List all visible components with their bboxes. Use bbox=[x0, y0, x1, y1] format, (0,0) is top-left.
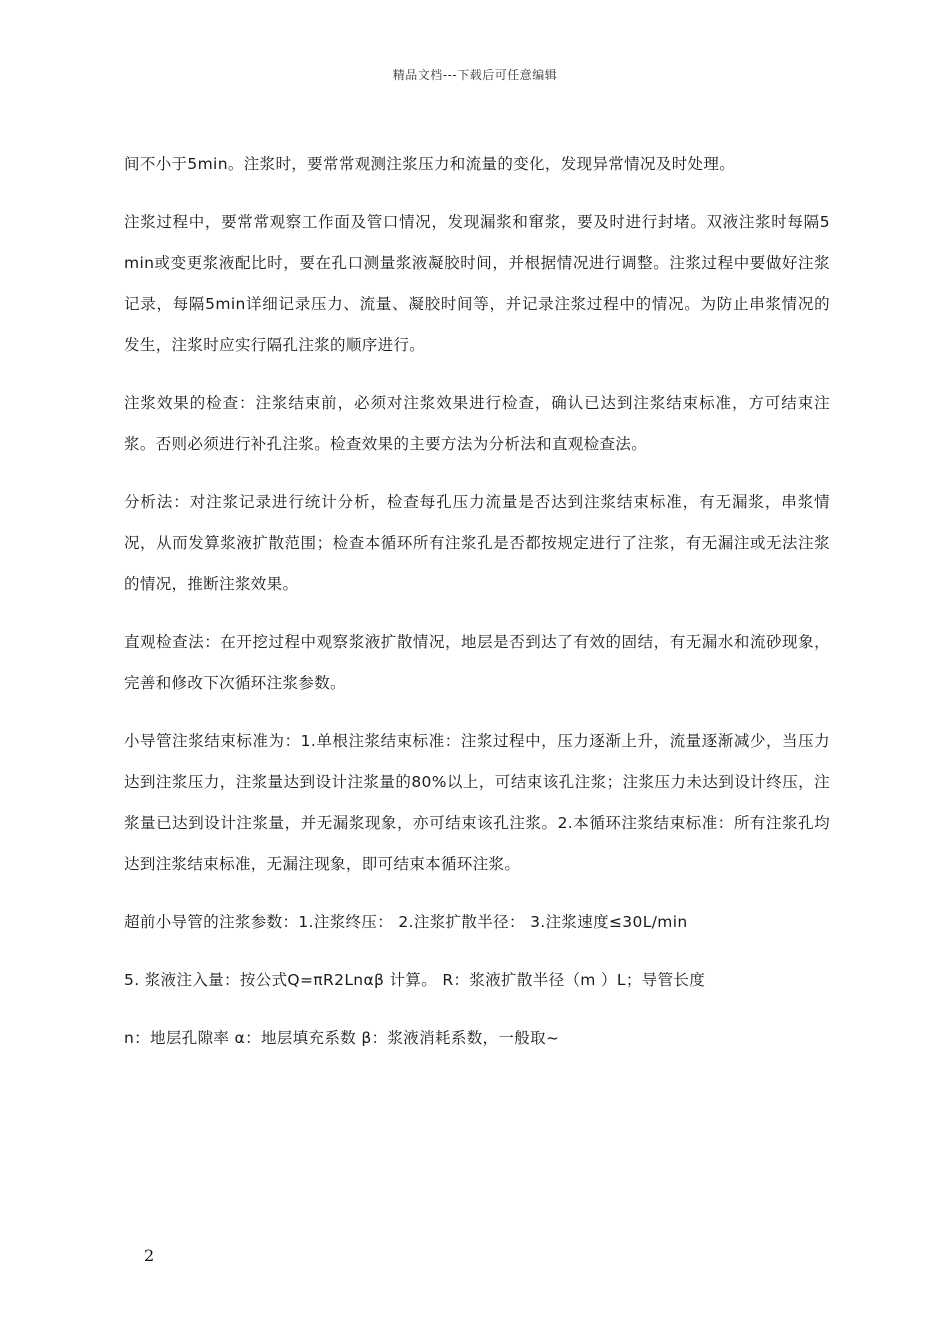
page-header: 精品文档---下载后可任意编辑 bbox=[392, 68, 558, 82]
paragraph-grouting-process: 注浆过程中，要常常观察工作面及管口情况，发现漏浆和窜浆，要及时进行封堵。双液注浆时每隔5min或变更浆液配比时，要在孔口测量浆液凝胶时间，并根据情况进行调整。注浆过程中要做好注浆记录，每隔5min详细记录压力、流量、凝胶时间等，并记录注浆过程中的情况。为防止串浆情况的发生，注浆时应实行隔孔注浆的顺序进行。 bbox=[124, 213, 830, 354]
paragraph-grouting-interval: 间不小于5min。注浆时，要常常观测注浆压力和流量的变化，发现异常情况及时处理。 bbox=[124, 155, 736, 173]
paragraph-completion-standard: 小导管注浆结束标准为：1.单根注浆结束标准：注浆过程中，压力逐渐上升，流量逐渐减少，当压力达到注浆压力，注浆量达到设计注浆量的80%以上，可结束该孔注浆；注浆压力未达到设计终压，注浆量已达到设计注浆量，并无漏浆现象，亦可结束该孔注浆。2.本循环注浆结束标准：所有注浆孔均达到注浆结束标准，无漏注现象，即可结束本循环注浆。 bbox=[124, 732, 830, 873]
paragraph-coefficients: n：地层孔隙率 α：地层填充系数 β：浆液消耗系数，一般取~ bbox=[124, 1029, 560, 1047]
paragraph-analysis-method: 分析法：对注浆记录进行统计分析，检查每孔压力流量是否达到注浆结束标准，有无漏浆，串浆情况，从而发算浆液扩散范围；检查本循环所有注浆孔是否都按规定进行了注浆，有无漏注或无法注浆的情况，推断注浆效果。 bbox=[124, 493, 830, 593]
paragraph-effect-inspection: 注浆效果的检查：注浆结束前，必须对注浆效果进行检查，确认已达到注浆结束标准，方可结束注浆。否则必须进行补孔注浆。检查效果的主要方法为分析法和直观检查法。 bbox=[124, 394, 830, 453]
document-body bbox=[124, 144, 830, 1076]
paragraph-grouting-parameters: 超前小导管的注浆参数：1.注浆终压： 2.注浆扩散半径： 3.注浆速度≤30L/min bbox=[124, 913, 688, 931]
page-number: 2 bbox=[144, 1246, 155, 1265]
paragraph-injection-volume: 5. 浆液注入量：按公式Q=πR2Lnαβ 计算。 R：浆液扩散半径（m ）L；导管长度 bbox=[124, 971, 706, 989]
paragraph-visual-inspection: 直观检查法：在开挖过程中观察浆液扩散情况，地层是否到达了有效的固结，有无漏水和流砂现象，完善和修改下次循环注浆参数。 bbox=[124, 633, 830, 692]
